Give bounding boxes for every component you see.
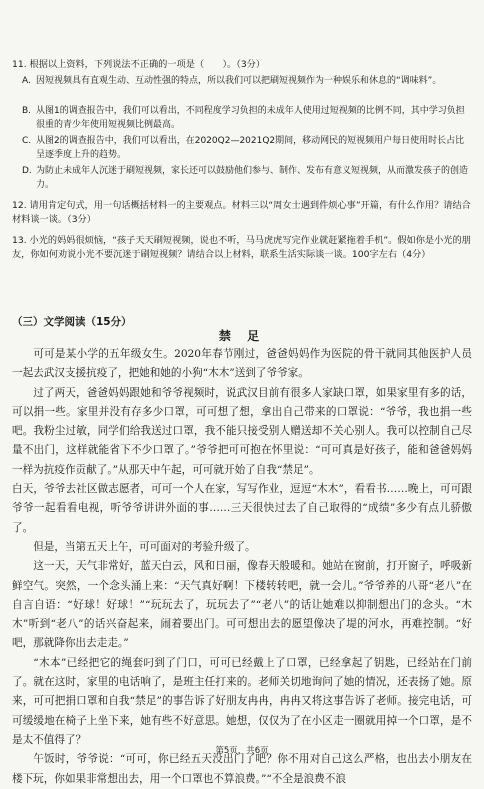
option-key: D. (22, 166, 32, 176)
option-key: C. (22, 136, 32, 146)
question-13: 13. 小光的妈妈很烦恼，“孩子天天刷短视频，说也不听，马马虎虎写完作业就赶紧拖着手机”。假如你是小光的朋友，你如何劝说小光不要沉迷于刷短视频？请结合以上材料，联系生活实际谈一谈。100字左右（4分） (12, 235, 471, 260)
story-paragraph: 但是，当第五天上午，可可面对的考验升级了。 (33, 540, 256, 553)
question-11-option-b (22, 104, 472, 132)
story-paragraph: 过了两天，爸爸妈妈跟她和爷爷视频时，说武汉目前有很多人家缺口罩，如果家里有多的话，可以捐一些。家里并没有存多少口罩，可可想了想，拿出自己带来的口罩说：“爷爷，我也捐一些吧。我粉尘过敏，同学们给我送过口罩，我不能只接受别人赠送却不关心别人。我可以控制自己尽量不出门，这样就能省下不少口罩了。”爷爷把可可抱在怀里说：“可可真是好孩子，能和爸爸妈妈一样为抗疫作贡献了。”从那天中午起，可可就开始了自我“禁足”。 (12, 386, 472, 476)
option-text: 为防止未成年人沉迷于刷短视频，家长还可以鼓励他们参与、制作、发布有意义短视频，从而激发孩子的创造力。 (36, 166, 469, 190)
option-key: A. (22, 76, 31, 86)
question-11-option-a (22, 74, 472, 88)
option-text: 从图2的调查报告中，我们可以看出，在2020Q2—2021Q2期间，移动网民的短视频用户每日使用时长占比呈逐季度上升的趋势。 (36, 136, 465, 160)
question-11-stem: 11. 根据以上资料，下列说法不正确的一项是（ ）。（3分） (12, 59, 266, 70)
page-footer: 第5页，共6页 (215, 746, 269, 756)
question-11-option-d (22, 164, 472, 192)
story-paragraph: 可可是某小学的五年级女生。2020年春节刚过，爸爸妈妈作为医院的骨干就同其他医护人员一起去武汉支援抗疫了，把她和她的小狗“木木”送到了爷爷家。 (12, 348, 472, 380)
option-text: 从图1的调查报告中，我们可以看出，不同程度学习负担的未成年人使用过短视频的比例不同，其中学习负担很重的青少年使用短视频比例最高。 (36, 106, 465, 130)
question-11-option-c (22, 134, 472, 162)
option-key: B. (22, 106, 32, 116)
story-paragraph: 白天，爷爷去社区做志愿者，可可一个人在家，写写作业，逗逗“木木”，看看书……晚上，可可跟爷爷一起看看电视，听爷爷讲讲外面的事……三天很快过去了自己取得的“成绩”多少有点儿骄傲了。 (12, 483, 472, 534)
story-paragraph: “木本”已经把它的绳套叼到了门口，可可已经戴上了口罩，已经拿起了钥匙，已经站在门前了。就在这时，家里的电话响了，是班主任打来的。老师关切地询问了她的情况，还表扬了她。原来，可可把捐口罩和自我“禁足”的事告诉了好朋友冉冉，冉冉又将这事告诉了老师。接完电话，可可缓缓地在椅子上坐下来，她有些不好意思。她想，仅仅为了在小区走一圈就用掉一个口罩，是不是太不值得了？ (12, 656, 472, 746)
story-paragraph: 这一天，天气非常好，蓝天白云，风和日丽，像春天般暖和。她站在窗前，打开窗子，呼吸新鲜空气。突然，一个念头涌上来：“天气真好啊！下楼转转吧，就一会儿。”爷爷养的八哥“老八”在自言自语：“好球！好球！”“玩玩去了，玩玩去了”“老八”的话让她难以抑制想出门的念头。“木木”听到“老八”的话兴奋起来，闹着要出门。可可想出去的愿望像决了堤的河水，再难控制。“好吧，那就降你出去走走。” (12, 560, 472, 650)
story-paragraph: 午饭时，爷爷说：“可可，你已经五天没出门了吧？你不用对自己这么严格，也出去小朋友在楼下玩，你如果非常想出去，用一个口罩也不算浪费。”“不全是浪费不浪 (12, 753, 472, 785)
section-heading: （三）文学阅读（15分） (12, 316, 132, 328)
question-12: 12. 请用肯定句式，用一句话概括材料一的主要观点。材料三以“周女士遇到件烦心事”开篇，有什么作用？请结合材料谈一谈。（3分） (12, 200, 471, 225)
option-text: 因短视频具有直观生动、互动性强的特点，所以我们可以把刷短视频作为一种娱乐和休息的“调味料”。 (36, 76, 442, 86)
story-title: 禁 足 (218, 329, 266, 343)
story-body (12, 345, 472, 789)
